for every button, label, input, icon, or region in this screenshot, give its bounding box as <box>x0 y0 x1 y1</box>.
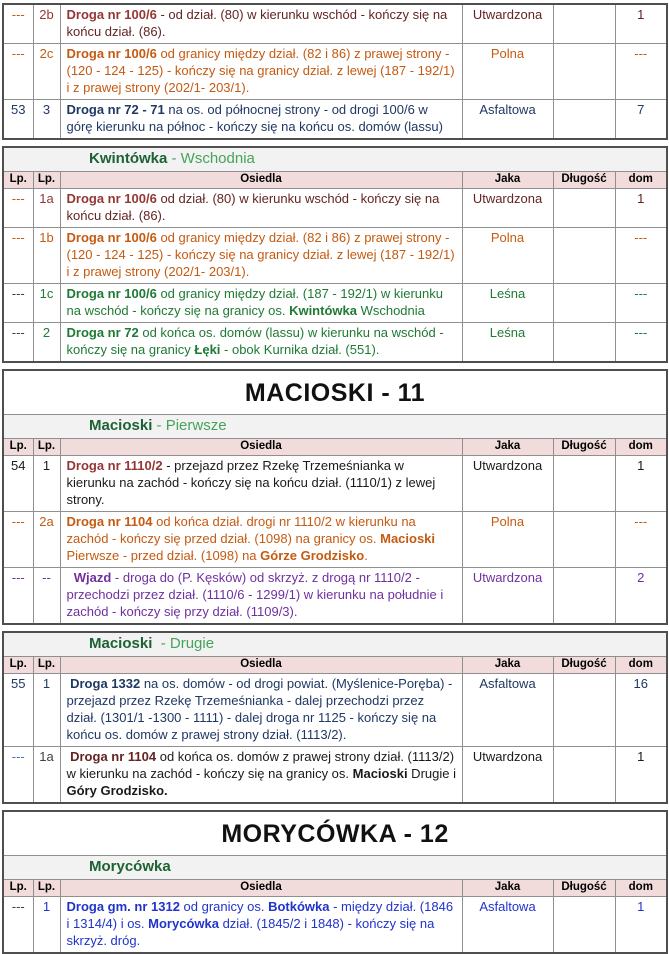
settlement-title-row <box>3 370 667 415</box>
cell-jaka: Polna <box>462 228 553 284</box>
cell-jaka: Asfaltowa <box>462 100 553 140</box>
section-name: Macioski <box>89 635 153 652</box>
cell-dlugosc <box>553 323 615 363</box>
section-band <box>3 856 667 880</box>
cell-dlugosc <box>553 747 615 804</box>
cell-lp2: 3 <box>33 100 60 140</box>
road-description: - od dział. (80) w kierunku wschód - kończy się na końcu dział. (86). <box>66 7 448 39</box>
road-row <box>3 44 667 100</box>
cell-osiedla <box>60 228 462 284</box>
section-band-row <box>3 415 667 439</box>
settlement-title: MORYCÓWKA - 12 <box>3 811 667 856</box>
road-table <box>2 369 668 625</box>
settlement-title: MACIOSKI - 11 <box>3 370 667 415</box>
road-description: - obok Kurnika dział. (551). <box>220 342 380 357</box>
cell-dom: 1 <box>615 4 667 44</box>
cell-dom: --- <box>615 323 667 363</box>
cell-lp2: -- <box>33 568 60 625</box>
road-name: Górze Grodzisko <box>260 548 365 563</box>
column-header-jaka: Jaka <box>462 172 553 189</box>
column-header-lp2: Lp. <box>33 880 60 897</box>
road-name: Droga 1332 <box>66 676 141 691</box>
cell-dlugosc <box>553 674 615 747</box>
road-name: Droga nr 100/6 <box>66 286 157 301</box>
cell-dlugosc <box>553 100 615 140</box>
cell-dlugosc <box>553 228 615 284</box>
road-description: Drugie i <box>407 766 456 781</box>
cell-dom: 1 <box>615 897 667 954</box>
cell-lp2: 1a <box>33 189 60 228</box>
road-row <box>3 100 667 140</box>
cell-jaka: Polna <box>462 44 553 100</box>
cell-dom: 2 <box>615 568 667 625</box>
road-name: Droga nr 72 - 71 <box>66 102 165 117</box>
column-header-osiedla: Osiedla <box>60 439 462 456</box>
road-description: . <box>364 548 368 563</box>
cell-dlugosc <box>553 44 615 100</box>
column-header-dlugosc: Długość <box>553 439 615 456</box>
column-header-dom: dom <box>615 439 667 456</box>
cell-dom: 7 <box>615 100 667 140</box>
column-header-lp1: Lp. <box>3 657 33 674</box>
road-description: od granicy między dział. (187 - 192/1) w kierunku na wschód - kończy się na granicy os. <box>66 286 443 318</box>
cell-dom: 1 <box>615 747 667 804</box>
column-header-lp1: Lp. <box>3 439 33 456</box>
road-description: - droga do (P. Kęsków) od skrzyż. z drogą nr 1110/2 - przechodzi przez dział. (1110/6 - 1299/1) w kierunku na południe i zachód - kończy się przy dział. (1109/3). <box>66 570 444 619</box>
road-name: Kwintówka <box>289 303 357 318</box>
column-header-row <box>3 657 667 674</box>
column-header-lp1: Lp. <box>3 172 33 189</box>
road-description: od końca dział. drogi nr 1110/2 w kierunku na zachód - kończy się przed dział. (1098) na granicy os. <box>66 514 416 546</box>
cell-lp1: --- <box>3 4 33 44</box>
cell-osiedla <box>60 674 462 747</box>
road-name: Droga nr 72 <box>66 325 139 340</box>
road-name: Wjazd <box>66 570 112 585</box>
cell-lp2: 2c <box>33 44 60 100</box>
cell-lp1: --- <box>3 323 33 363</box>
cell-lp2: 1c <box>33 284 60 323</box>
cell-lp1: --- <box>3 897 33 954</box>
column-header-osiedla: Osiedla <box>60 657 462 674</box>
cell-dom: 1 <box>615 456 667 512</box>
section-subname: - Drugie <box>152 635 215 652</box>
cell-lp2: 1 <box>33 456 60 512</box>
road-description: Pierwsze - przed dział. (1098) na <box>66 548 261 563</box>
road-name: Macioski <box>352 766 408 781</box>
road-description: od granicy między dział. (82 i 86) z prawej strony - (120 - 124 - 125) - kończy się na granicy dział. z lewej (187 - 192/1) i z prawej strony (202/1- 203/1). <box>66 46 455 95</box>
column-header-row <box>3 880 667 897</box>
section-subname: - Pierwsze <box>152 417 227 434</box>
cell-lp1: 55 <box>3 674 33 747</box>
section-band-row <box>3 856 667 880</box>
road-row <box>3 674 667 747</box>
section-band <box>3 147 667 172</box>
cell-jaka: Asfaltowa <box>462 674 553 747</box>
cell-osiedla <box>60 189 462 228</box>
cell-jaka: Asfaltowa <box>462 897 553 954</box>
cell-dom: 16 <box>615 674 667 747</box>
column-header-jaka: Jaka <box>462 880 553 897</box>
cell-osiedla <box>60 4 462 44</box>
cell-lp1: --- <box>3 747 33 804</box>
road-description: od granicy między dział. (82 i 86) z prawej strony - (120 - 124 - 125) - kończy się na granicy dział. z lewej (187 - 192/1) i z prawej strony (202/1- 203/1). <box>66 230 455 279</box>
road-description: na os. od północnej strony - od drogi 100/6 w górę kierunku na północ - kończy się na końcu os. domów (lassu) <box>66 102 443 134</box>
road-name: Droga gm. nr 1312 <box>66 899 180 914</box>
cell-lp2: 1a <box>33 747 60 804</box>
cell-dom: --- <box>615 228 667 284</box>
cell-dlugosc <box>553 189 615 228</box>
road-row <box>3 189 667 228</box>
section-band-row <box>3 147 667 172</box>
cell-dlugosc <box>553 284 615 323</box>
cell-lp1: --- <box>3 568 33 625</box>
cell-osiedla <box>60 897 462 954</box>
column-header-lp1: Lp. <box>3 880 33 897</box>
cell-lp1: 53 <box>3 100 33 140</box>
section-name: Kwintówka <box>89 150 168 167</box>
road-description: na os. domów - od drogi powiat. (Myślenice-Poręba) - przejazd przez Rzekę Trzemeśnianka - dalej przechodzi przez dział. (1301/1 -1300 - 1111) - dalej droga nr 1125 - kończy się na końcu os. domów z prawej strony dział. (1113/2). <box>66 676 453 742</box>
road-name: Łęki <box>194 342 221 357</box>
road-description: od końca os. domów (lassu) w kierunku na wschód - kończy się na granicy <box>66 325 444 357</box>
cell-osiedla <box>60 568 462 625</box>
cell-osiedla <box>60 284 462 323</box>
section-name: Macioski <box>89 417 153 434</box>
column-header-dlugosc: Długość <box>553 880 615 897</box>
column-header-row <box>3 439 667 456</box>
road-row <box>3 512 667 568</box>
road-table <box>2 631 668 804</box>
road-description: od końca os. domów z prawej strony dział. (1113/2) w kierunku na zachód - kończy się na granicy os. <box>66 749 455 781</box>
road-table <box>2 3 668 140</box>
cell-dom: --- <box>615 284 667 323</box>
cell-jaka: Utwardzona <box>462 456 553 512</box>
column-header-jaka: Jaka <box>462 439 553 456</box>
cell-lp2: 2b <box>33 4 60 44</box>
column-header-lp2: Lp. <box>33 439 60 456</box>
cell-dom: 1 <box>615 189 667 228</box>
column-header-lp2: Lp. <box>33 657 60 674</box>
road-row <box>3 4 667 44</box>
cell-lp2: 1 <box>33 897 60 954</box>
section-name: Morycówka <box>89 858 171 875</box>
cell-jaka: Utwardzona <box>462 189 553 228</box>
section-band-row <box>3 632 667 657</box>
cell-lp2: 2a <box>33 512 60 568</box>
cell-lp2: 1b <box>33 228 60 284</box>
cell-osiedla <box>60 456 462 512</box>
road-row <box>3 284 667 323</box>
cell-jaka: Utwardzona <box>462 4 553 44</box>
section-band <box>3 415 667 439</box>
cell-osiedla <box>60 747 462 804</box>
cell-osiedla <box>60 100 462 140</box>
cell-jaka: Utwardzona <box>462 568 553 625</box>
cell-lp1: --- <box>3 228 33 284</box>
cell-lp1: --- <box>3 284 33 323</box>
road-table <box>2 146 668 363</box>
cell-dlugosc <box>553 897 615 954</box>
road-description: Wschodnia <box>356 303 425 318</box>
road-name: Botkówka <box>268 899 330 914</box>
column-header-dom: dom <box>615 880 667 897</box>
column-header-osiedla: Osiedla <box>60 172 462 189</box>
road-description: dział. (1845/2 i 1848) - kończy się na skrzyż. dróg. <box>66 916 435 948</box>
column-header-dom: dom <box>615 172 667 189</box>
road-row <box>3 568 667 625</box>
road-description: - przejazd przez Rzekę Trzemeśnianka w kierunku na zachód - kończy się na końcu dział. (1110/1) z lewej strony. <box>66 458 436 507</box>
column-header-lp2: Lp. <box>33 172 60 189</box>
column-header-jaka: Jaka <box>462 657 553 674</box>
road-row <box>3 456 667 512</box>
road-name: Droga nr 1104 <box>66 749 157 764</box>
cell-dlugosc <box>553 4 615 44</box>
settlement-title-row <box>3 811 667 856</box>
cell-jaka: Leśna <box>462 284 553 323</box>
road-row <box>3 747 667 804</box>
cell-lp2: 2 <box>33 323 60 363</box>
column-header-osiedla: Osiedla <box>60 880 462 897</box>
cell-dom: --- <box>615 512 667 568</box>
road-name: Droga nr 1110/2 <box>66 458 163 473</box>
column-header-dlugosc: Długość <box>553 172 615 189</box>
road-row <box>3 323 667 363</box>
cell-dlugosc <box>553 456 615 512</box>
cell-lp1: --- <box>3 512 33 568</box>
cell-osiedla <box>60 323 462 363</box>
road-name: Droga nr 100/6 <box>66 7 157 22</box>
section-subname: - Wschodnia <box>167 150 255 167</box>
road-name: Góry Grodzisko. <box>66 783 168 798</box>
road-description: od granicy os. <box>179 899 269 914</box>
column-header-dom: dom <box>615 657 667 674</box>
road-name: Macioski <box>380 531 436 546</box>
road-table <box>2 810 668 954</box>
cell-dlugosc <box>553 512 615 568</box>
cell-dlugosc <box>553 568 615 625</box>
cell-lp1: 54 <box>3 456 33 512</box>
section-band <box>3 632 667 657</box>
road-name: Droga nr 100/6 <box>66 191 157 206</box>
column-header-dlugosc: Długość <box>553 657 615 674</box>
road-name: Droga nr 1104 <box>66 514 153 529</box>
column-header-row <box>3 172 667 189</box>
road-name: Droga nr 100/6 <box>66 230 157 245</box>
cell-lp1: --- <box>3 189 33 228</box>
road-row <box>3 228 667 284</box>
cell-osiedla <box>60 512 462 568</box>
road-description: - między dział. (1846 i 1314/4) i os. <box>66 899 454 931</box>
cell-jaka: Leśna <box>462 323 553 363</box>
cell-lp2: 1 <box>33 674 60 747</box>
road-name: Morycówka <box>148 916 219 931</box>
road-description: od dział. (80) w kierunku wschód - kończy się na końcu dział. (86). <box>66 191 440 223</box>
cell-jaka: Polna <box>462 512 553 568</box>
cell-lp1: --- <box>3 44 33 100</box>
cell-dom: --- <box>615 44 667 100</box>
cell-osiedla <box>60 44 462 100</box>
cell-jaka: Utwardzona <box>462 747 553 804</box>
road-row <box>3 897 667 954</box>
road-name: Droga nr 100/6 <box>66 46 157 61</box>
